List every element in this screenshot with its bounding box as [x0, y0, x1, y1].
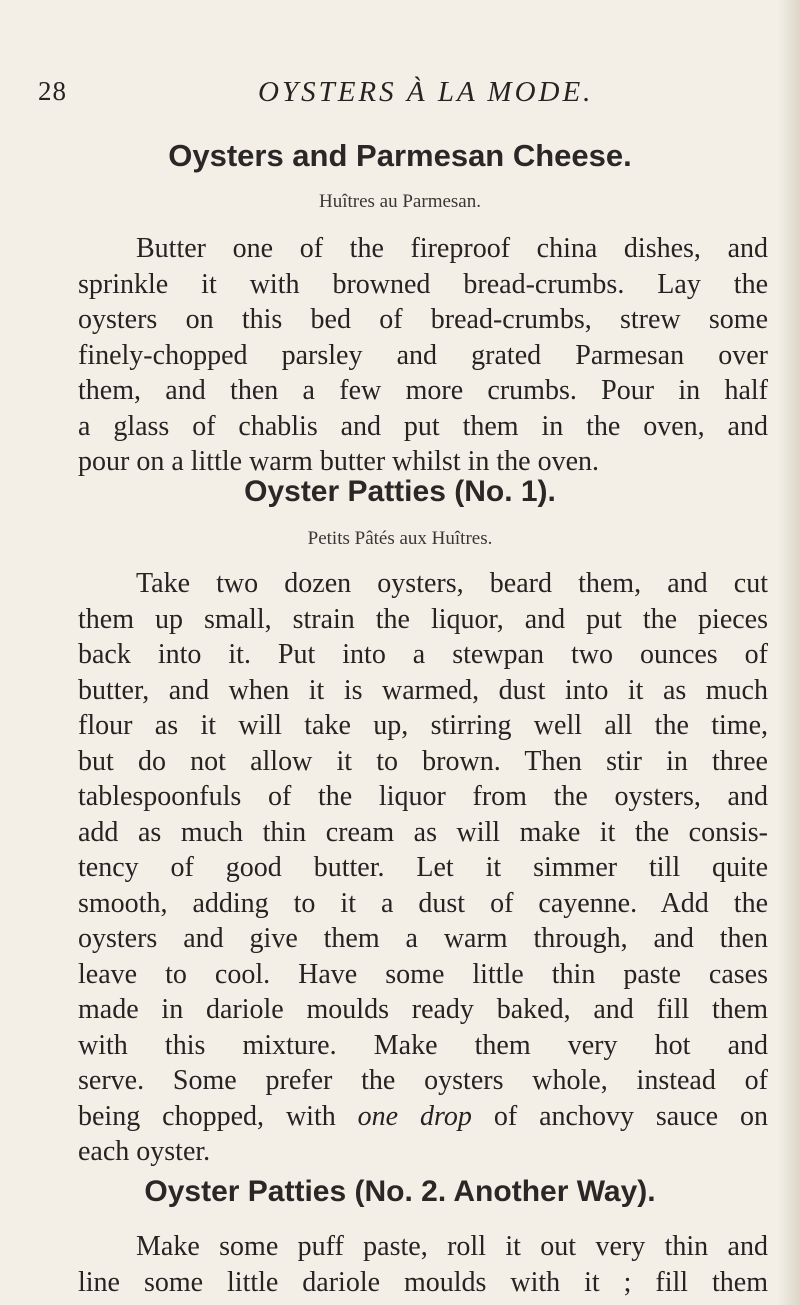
text-line: tablespoonfuls of the liquor from the oysters, and	[78, 781, 768, 812]
text-line: pour on a little warm butter whilst in the oven.	[78, 446, 600, 477]
paragraph-oyster-patties-2	[78, 1229, 768, 1300]
text-line: add as much thin cream as will make it the consis-	[78, 816, 768, 848]
running-title: OYSTERS À LA MODE.	[258, 76, 594, 108]
text-line: finely-chopped parsley and grated Parmesan over	[78, 339, 768, 371]
text-line: made in dariole moulds ready baked, and fill them	[78, 994, 768, 1025]
text-line: them up small, strain the liquor, and put the pieces	[78, 603, 768, 635]
paragraph-oysters-parmesan	[78, 231, 768, 480]
section-subtitle-oysters-parmesan: Huîtres au Parmesan.	[319, 191, 481, 212]
section-subtitle-oyster-patties-1: Petits Pâtés aux Huîtres.	[307, 528, 493, 549]
text-line	[78, 1099, 768, 1135]
text-line: with this mixture. Make them very hot and	[78, 1029, 768, 1061]
text-line: oysters on this bed of bread-crumbs, strew some	[78, 304, 768, 335]
text-line: Butter one of the fireproof china dishes, and	[136, 233, 768, 264]
text-line: serve. Some prefer the oysters whole, instead of	[78, 1065, 768, 1096]
text-line: butter, and when it is warmed, dust into it as much	[78, 674, 768, 706]
text-line: smooth, adding to it a dust of cayenne. Add the	[78, 887, 768, 919]
text-line: Make some puff paste, roll it out very thin and	[136, 1231, 768, 1262]
text-line: back into it. Put into a stewpan two ounces of	[78, 639, 768, 670]
running-head	[38, 76, 778, 116]
text-fragment: of anchovy sauce on	[493, 1100, 768, 1132]
section-title-oyster-patties-2: Oyster Patties (No. 2. Another Way).	[144, 1175, 656, 1208]
text-line: oysters and give them a warm through, and then	[78, 923, 768, 954]
page-number: 28	[38, 76, 67, 106]
text-line: Take two dozen oysters, beard them, and cut	[136, 568, 768, 599]
section-title-oysters-parmesan: Oysters and Parmesan Cheese.	[168, 138, 632, 173]
text-line: sprinkle it with browned bread-crumbs. Lay the	[78, 268, 768, 300]
text-line: tency of good butter. Let it simmer till quite	[78, 852, 768, 883]
text-fragment: being chopped, with	[78, 1100, 336, 1132]
text-line: them, and then a few more crumbs. Pour in half	[78, 375, 768, 406]
emphasis-one-drop: one drop	[357, 1100, 472, 1132]
text-line: line some little dariole moulds with it ; fill them	[78, 1266, 768, 1298]
text-line: each oyster.	[78, 1136, 211, 1167]
text-line: leave to cool. Have some little thin paste cases	[78, 958, 768, 990]
text-line: but do not allow it to brown. Then stir in three	[78, 745, 768, 777]
section-title-oyster-patties-1: Oyster Patties (No. 1).	[244, 475, 556, 508]
text-line: a glass of chablis and put them in the oven, and	[78, 410, 768, 442]
paragraph-oyster-patties-1	[78, 566, 768, 1170]
text-line: flour as it will take up, stirring well all the time,	[78, 710, 768, 741]
